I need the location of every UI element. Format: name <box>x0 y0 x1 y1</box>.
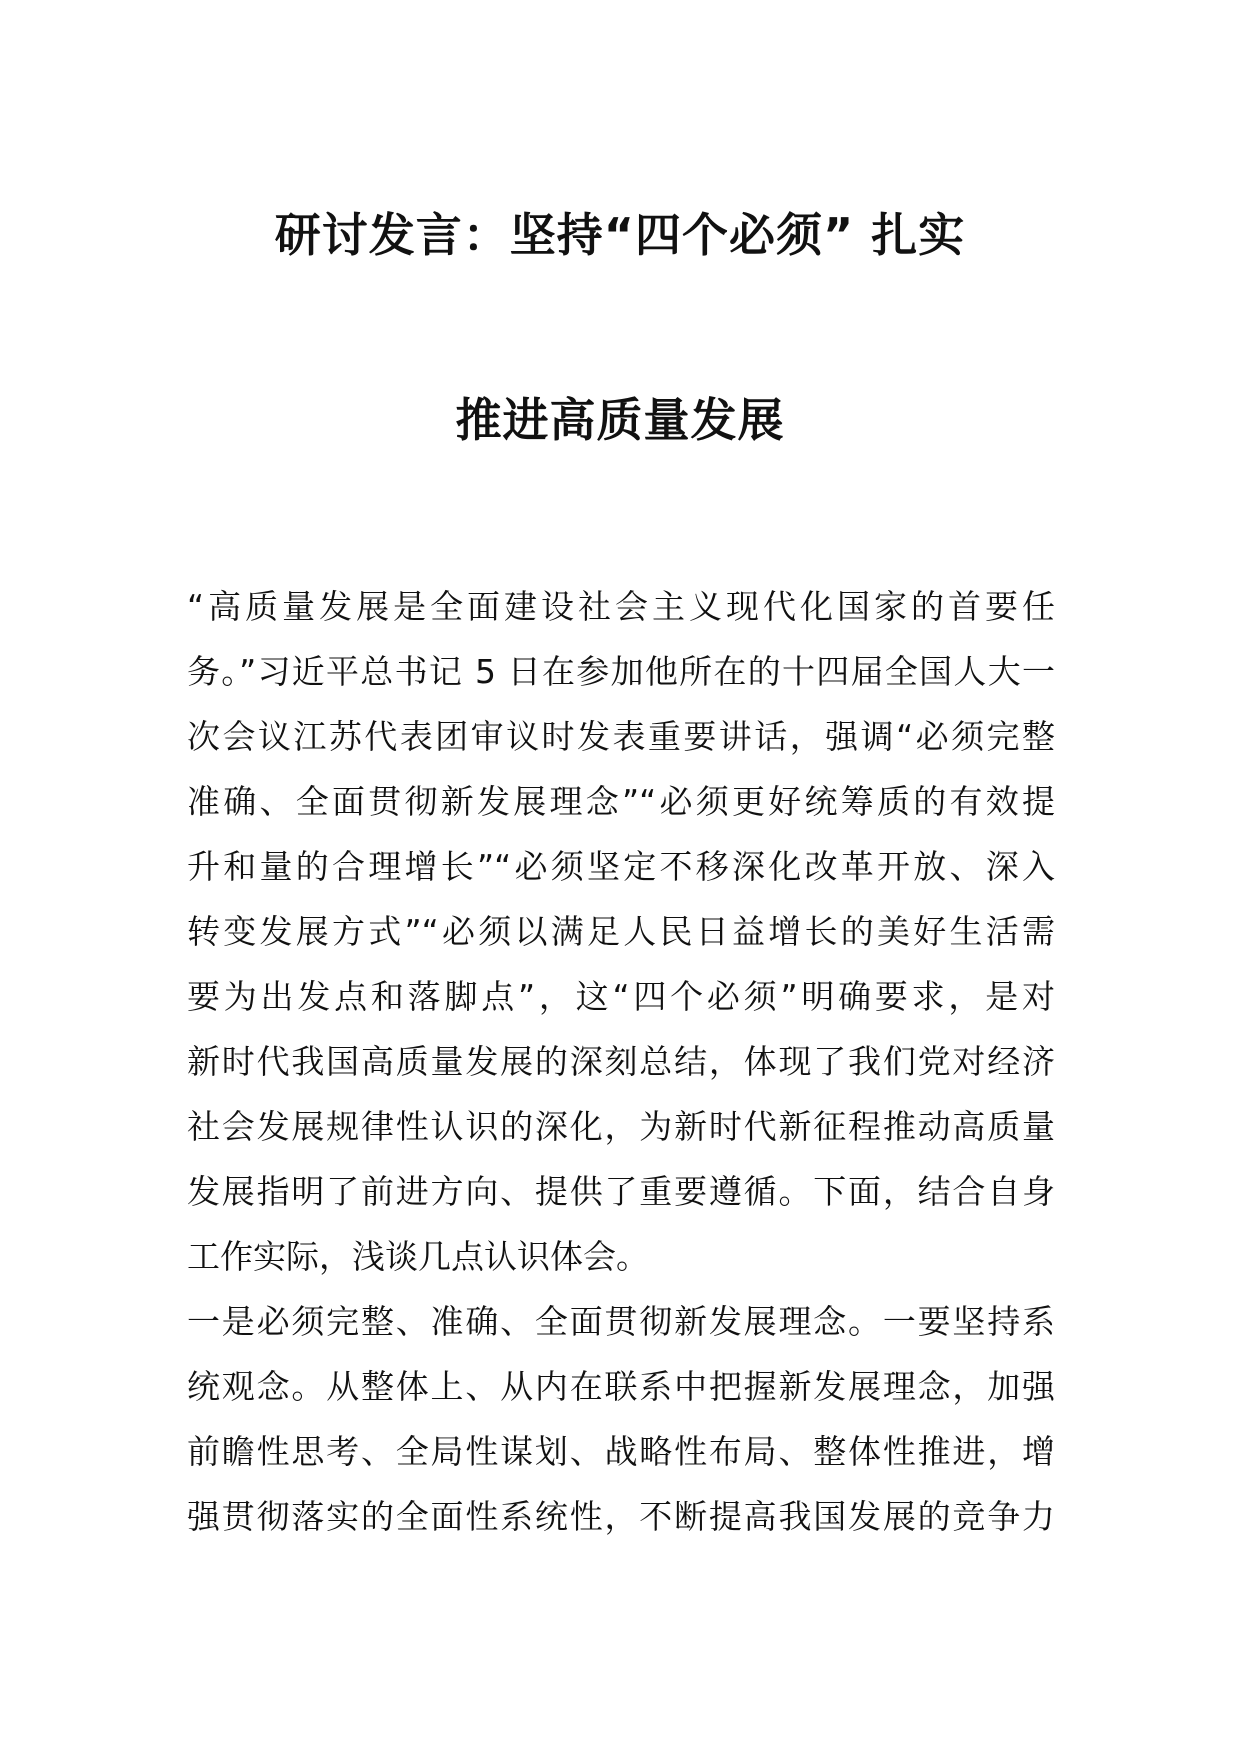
body-line: 务。”习近平总书记 5 日在参加他所在的十四届全国人大一 <box>187 652 1055 691</box>
body-line: 工作实际，浅谈几点认识体会。 <box>187 1237 649 1276</box>
document-title-line-1: 研讨发言：坚持“四个必须” 扎实 <box>274 208 966 262</box>
body-line: 社会发展规律性认识的深化，为新时代新征程推动高质量 <box>187 1107 1055 1146</box>
body-line: 转变发展方式”“必须以满足人民日益增长的美好生活需 <box>187 912 1055 951</box>
body-line: 一是必须完整、准确、全面贯彻新发展理念。一要坚持系 <box>187 1302 1055 1341</box>
body-line: 统观念。从整体上、从内在联系中把握新发展理念，加强 <box>187 1367 1055 1406</box>
body-line: 次会议江苏代表团审议时发表重要讲话，强调“必须完整 <box>187 717 1055 756</box>
body-line: 新时代我国高质量发展的深刻总结，体现了我们党对经济 <box>187 1042 1055 1081</box>
body-line: 强贯彻落实的全面性系统性，不断提高我国发展的竞争力 <box>187 1497 1055 1536</box>
body-line: 准确、全面贯彻新发展理念”“必须更好统筹质的有效提 <box>187 782 1055 821</box>
body-line: 发展指明了前进方向、提供了重要遵循。下面，结合自身 <box>187 1172 1055 1211</box>
body-line: 前瞻性思考、全局性谋划、战略性布局、整体性推进，增 <box>187 1432 1055 1471</box>
body-line: 升和量的合理增长”“必须坚定不移深化改革开放、深入 <box>187 847 1055 886</box>
document-title-line-2: 推进高质量发展 <box>455 393 785 447</box>
document-body <box>187 574 1055 1549</box>
body-line: 要为出发点和落脚点”，这“四个必须”明确要求，是对 <box>187 977 1055 1016</box>
body-line: “高质量发展是全面建设社会主义现代化国家的首要任 <box>187 587 1055 626</box>
